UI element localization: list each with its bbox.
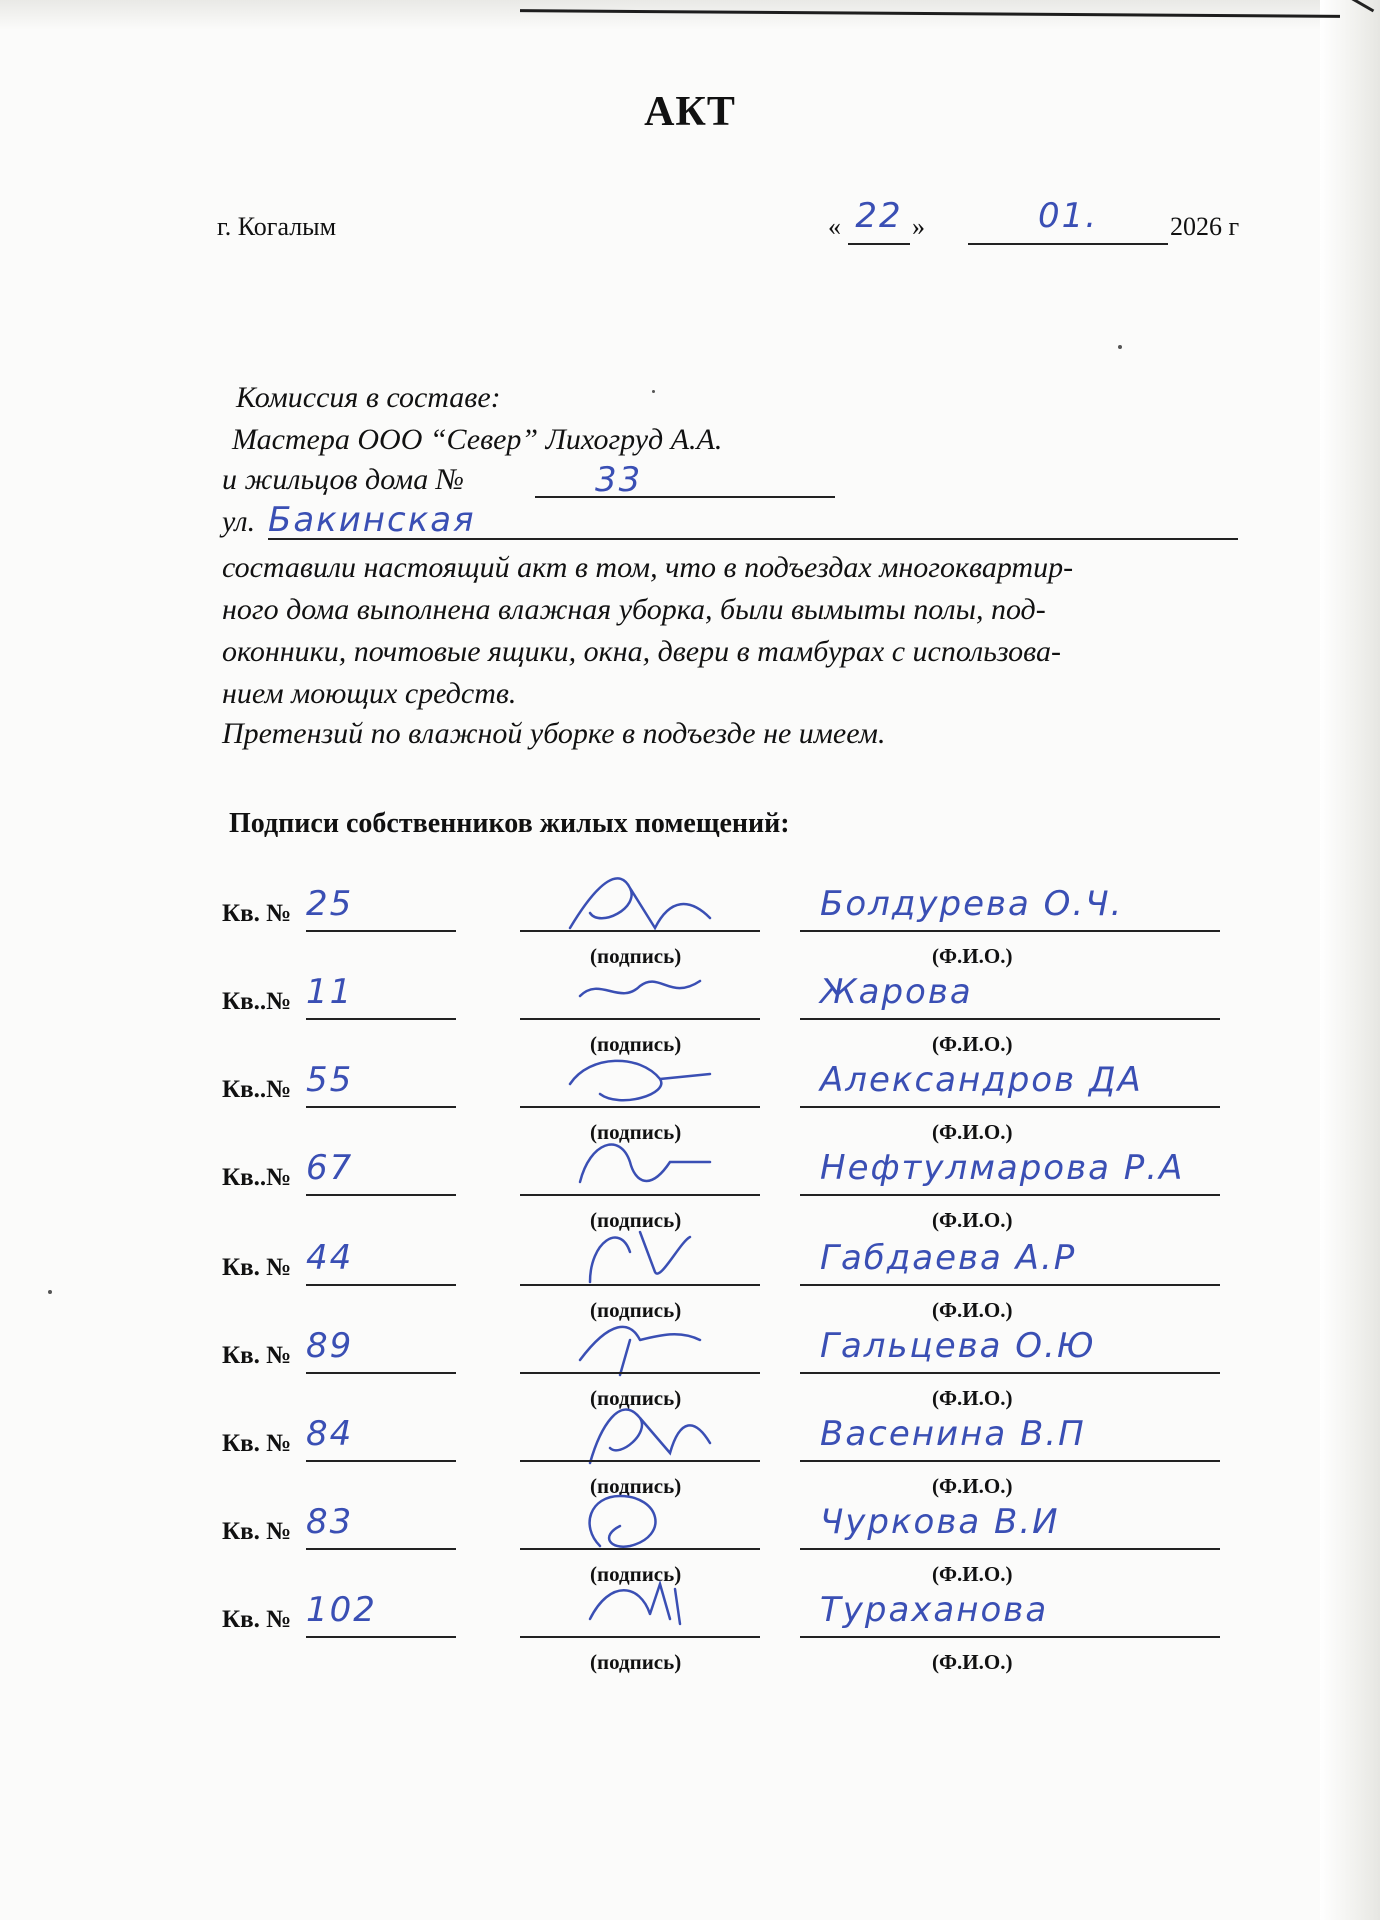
handwritten-signature [560,1476,720,1556]
apartment-number: 11 [306,972,354,1012]
handwritten-signature [560,1388,720,1468]
name-caption: (Ф.И.О.) [932,1208,1013,1232]
date-day-value: 22 [855,196,903,236]
signature-caption: (подпись) [590,1120,682,1144]
owner-name: Жарова [820,972,973,1012]
apartment-number: 55 [306,1060,354,1100]
apartment-label: Кв..№ [222,988,292,1015]
owner-name: Чуркова В.И [820,1502,1060,1542]
commission-line-2: Мастера ООО “Север” Лихогруд А.А. [232,423,723,456]
handwritten-signature [560,1034,720,1114]
signature-caption: (подпись) [590,1032,682,1056]
signature-caption: (подпись) [590,1386,682,1410]
apartment-number: 102 [306,1590,377,1630]
owner-name: Александров ДА [820,1060,1143,1100]
apartment-number: 84 [306,1414,354,1454]
scan-speck [652,390,655,393]
commission-line-7: оконники, почтовые ящики, окна, двери в тамбурах с использова- [222,635,1061,668]
apartment-number: 67 [306,1148,354,1188]
apartment-number: 83 [306,1502,354,1542]
signature-caption: (подпись) [590,1562,682,1586]
street-value: Бакинская [268,500,476,540]
name-caption: (Ф.И.О.) [932,1298,1013,1322]
signature-row [0,928,1380,1056]
owner-name: Васенина В.П [820,1414,1086,1454]
signature-row [0,1370,1380,1498]
commission-line-3: и жильцов дома № [222,463,464,496]
apartment-label: Кв. № [222,1430,292,1457]
date-year: 2026 г [1170,212,1240,241]
date-open-quote: « [828,212,841,241]
commission-line-1: Комиссия в составе: [236,381,501,414]
name-caption: (Ф.И.О.) [932,1032,1013,1056]
owners-heading: Подписи собственников жилых помещений: [229,808,790,839]
signature-caption: (подпись) [590,1208,682,1232]
signature-row [0,840,1380,968]
handwritten-signature [560,1122,720,1202]
apartment-label: Кв. № [222,1518,292,1545]
commission-line-8: нием моющих средств. [222,677,517,710]
apartment-label: Кв. № [222,900,292,927]
handwritten-signature [560,1300,720,1380]
name-underline [800,1636,1220,1638]
date-month-value: 01. [1037,196,1099,236]
commission-line-6: ного дома выполнена влажная уборка, были вымыты полы, под- [222,593,1046,626]
name-caption: (Ф.И.О.) [932,1562,1013,1586]
signature-underline [520,1636,760,1638]
apartment-number: 89 [306,1326,354,1366]
house-number-value: 33 [595,460,643,500]
owner-name: Болдурева О.Ч. [820,884,1124,924]
owner-name: Габдаева А.Р [820,1238,1077,1278]
apartment-label: Кв. № [222,1254,292,1281]
date-day-underline [848,243,910,245]
house-number-underline [535,496,835,498]
apartment-number: 44 [306,1238,354,1278]
scan-speck [48,1290,52,1294]
signature-row [0,1458,1380,1586]
document-title: АКТ [644,89,736,135]
scan-speck [1118,345,1122,349]
commission-line-5: составили настоящий акт в том, что в подъездах многоквартир- [222,551,1074,584]
date-close-quote: » [912,212,925,241]
signature-caption: (подпись) [590,1650,682,1674]
owner-name: Гальцева О.Ю [820,1326,1096,1366]
apartment-label: Кв..№ [222,1076,292,1103]
signature-row [0,1194,1380,1322]
apartment-label: Кв..№ [222,1164,292,1191]
name-caption: (Ф.И.О.) [932,1386,1013,1410]
name-caption: (Ф.И.О.) [932,1650,1013,1674]
apartment-number: 25 [306,884,354,924]
name-caption: (Ф.И.О.) [932,1474,1013,1498]
handwritten-signature [560,946,720,1026]
signature-row [0,1282,1380,1410]
date-month-underline [968,243,1168,245]
street-prefix: ул. [222,505,256,538]
street-underline [268,538,1238,540]
signature-caption: (подпись) [590,1298,682,1322]
apartment-label: Кв. № [222,1342,292,1369]
signature-caption: (подпись) [590,1474,682,1498]
signature-caption: (подпись) [590,944,682,968]
city-label: г. Когалым [217,212,337,241]
owner-name: Тураханова [820,1590,1049,1630]
commission-line-9: Претензий по влажной уборке в подъезде не имеем. [222,717,886,750]
apartment-label: Кв. № [222,1606,292,1633]
signature-row [0,1016,1380,1144]
handwritten-signature [560,1564,720,1644]
name-caption: (Ф.И.О.) [932,1120,1013,1144]
apartment-underline [306,1636,456,1638]
signature-row [0,1546,1380,1674]
handwritten-signature [560,858,720,938]
handwritten-signature [560,1212,720,1292]
name-caption: (Ф.И.О.) [932,944,1013,968]
owner-name: Нефтулмарова Р.А [820,1148,1185,1188]
signature-row [0,1104,1380,1232]
